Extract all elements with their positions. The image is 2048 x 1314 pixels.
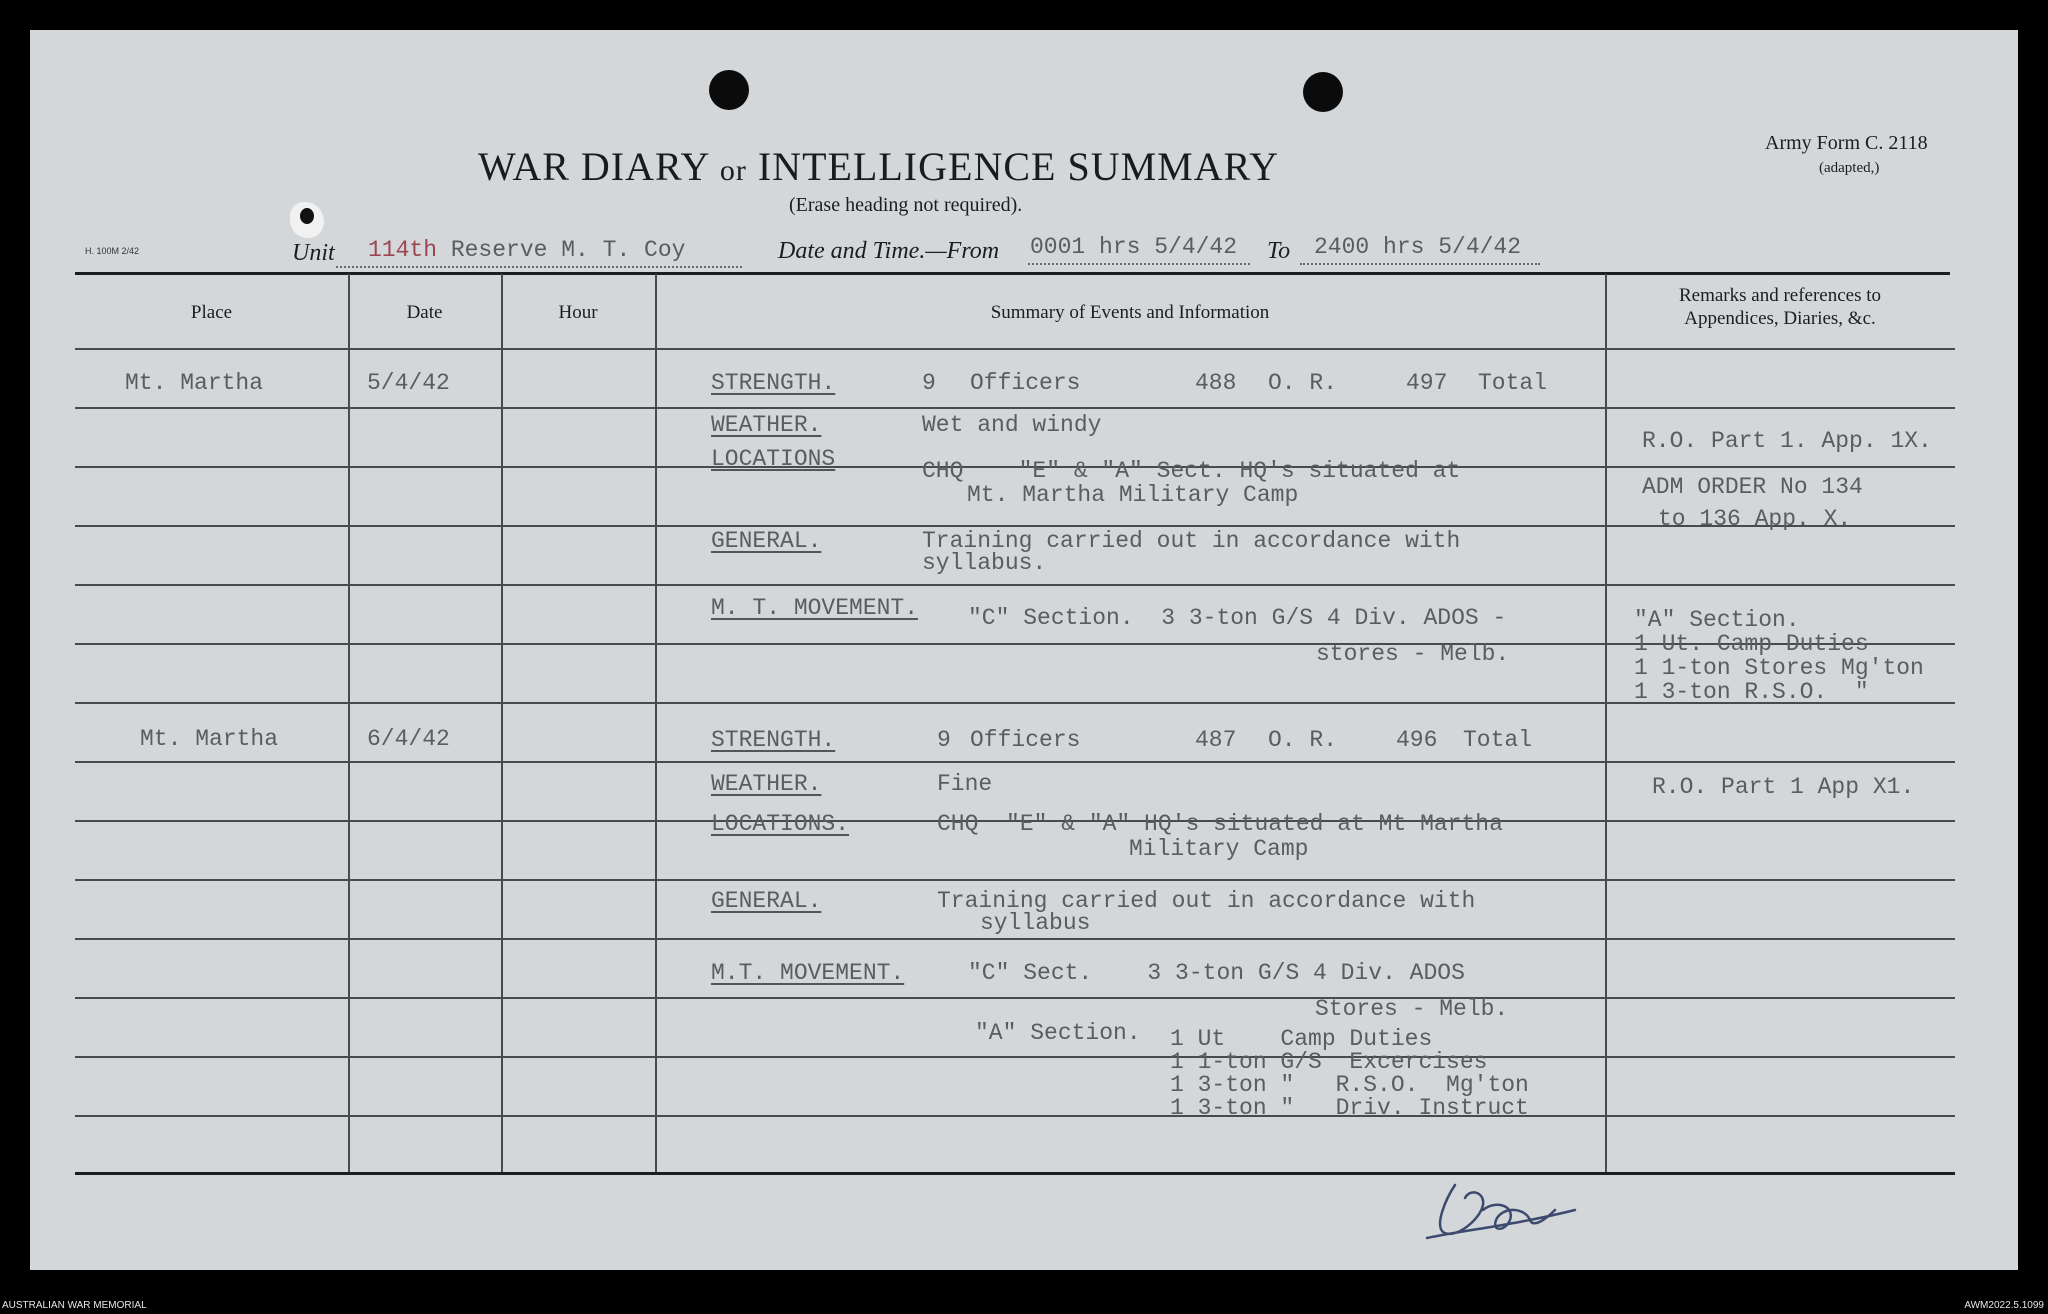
entry-date: 6/4/42 — [367, 726, 450, 752]
general-line-1: Training carried out in accordance with — [937, 888, 1476, 914]
remark-line: 1 3-ton R.S.O. " — [1634, 679, 1869, 705]
movement-line-2: Stores - Melb. — [1315, 996, 1509, 1022]
col-divider-1 — [348, 274, 350, 1172]
movement-a-line: 1 1-ton G/S Excercises — [1170, 1049, 1488, 1075]
unit-value: 114th Reserve M. T. Coy — [368, 237, 686, 263]
date-to-dotted-line — [1300, 263, 1540, 265]
footer-credit: AUSTRALIAN WAR MEMORIAL — [2, 1300, 147, 1311]
weather-value: Fine — [937, 771, 993, 797]
movement-a-line: 1 3-ton " R.S.O. Mg'ton — [1170, 1072, 1529, 1098]
date-from-dotted-line — [1028, 263, 1250, 265]
strength-total-label: Total — [1463, 727, 1533, 753]
strength-officers: 9 — [937, 727, 951, 753]
weather-value: Wet and windy — [922, 412, 1102, 438]
locations-line-1: CHQ "E" & "A" Sect. HQ's situated at — [922, 458, 1461, 484]
weather-label: WEATHER. — [711, 771, 822, 797]
col-header-date: Date — [406, 302, 443, 323]
strength-or: 488 — [1195, 370, 1237, 396]
table-bottom-rule — [75, 1172, 1955, 1175]
general-label: GENERAL. — [711, 528, 822, 554]
movement-label: M. T. MOVEMENT. — [711, 595, 919, 621]
diary-page — [30, 30, 2018, 1270]
strength-officers: 9 — [922, 370, 936, 396]
remark-line: 1 Ut. Camp Duties — [1634, 631, 1869, 657]
row-rule — [75, 938, 1955, 940]
remark-line: R.O. Part 1 App X1. — [1652, 774, 1915, 800]
footer-catalogue-number: AWM2022.5.1099 — [1964, 1300, 2044, 1311]
remark-line: ADM ORDER No 134 — [1642, 474, 1863, 500]
unit-label: Unit — [292, 240, 335, 266]
strength-total-label: Total — [1478, 370, 1548, 396]
movement-a-line: 1 Ut Camp Duties — [1170, 1026, 1433, 1052]
movement-label: M.T. MOVEMENT. — [711, 960, 905, 986]
army-form-adapted: (adapted,) — [1819, 160, 1880, 176]
print-code: H. 100M 2/42 — [85, 246, 140, 256]
col-header-place: Place — [190, 302, 233, 323]
punch-hole-right — [1303, 72, 1343, 112]
punch-hole-left — [709, 70, 749, 110]
col-divider-3 — [655, 274, 657, 1172]
army-form-number: Army Form C. 2118 — [1765, 132, 1928, 154]
entry-place: Mt. Martha — [140, 726, 279, 752]
col-header-summary: Summary of Events and Information — [990, 302, 1270, 323]
strength-label: STRENGTH. — [711, 727, 836, 753]
unit-dotted-line — [336, 266, 742, 268]
locations-line-2: Mt. Martha Military Camp — [967, 482, 1299, 508]
locations-line-2: Military Camp — [1129, 836, 1309, 862]
locations-label: LOCATIONS — [711, 446, 836, 472]
row-rule — [75, 584, 1955, 586]
col-header-hour: Hour — [558, 302, 598, 323]
remark-line: R.O. Part 1. App. 1X. — [1642, 428, 1932, 454]
entry-date: 5/4/42 — [367, 370, 450, 396]
paper-tear — [290, 202, 324, 238]
strength-or: 487 — [1195, 727, 1237, 753]
signature-initials — [1425, 1170, 1585, 1250]
row-rule — [75, 997, 1955, 999]
general-line-1: Training carried out in accordance with — [922, 528, 1461, 554]
entry-place: Mt. Martha — [125, 370, 264, 396]
general-line-2: syllabus — [980, 910, 1091, 936]
remark-line: to 136 App. X. — [1658, 506, 1852, 532]
movement-line-1: "C" Section. 3 3-ton G/S 4 Div. ADOS - — [968, 605, 1507, 631]
strength-officers-label: Officers — [970, 727, 1081, 753]
date-time-label: Date and Time.—From — [778, 238, 1000, 264]
row-rule — [75, 1056, 1955, 1058]
date-to-label: To — [1267, 238, 1291, 264]
form-subtitle: (Erase heading not required). — [789, 194, 1023, 216]
general-line-2: syllabus. — [922, 550, 1047, 576]
movement-line-2: stores - Melb. — [1316, 641, 1510, 667]
form-title: WAR DIARY or INTELLIGENCE SUMMARY — [478, 144, 1279, 189]
movement-a-section-label: "A" Section. — [975, 1020, 1141, 1046]
col-divider-4 — [1605, 274, 1607, 1172]
strength-or-label: O. R. — [1268, 727, 1338, 753]
strength-total: 497 — [1406, 370, 1448, 396]
remark-line: "A" Section. — [1634, 607, 1800, 633]
date-to-value: 2400 hrs 5/4/42 — [1314, 234, 1522, 260]
table-top-rule — [75, 272, 1950, 275]
date-from-value: 0001 hrs 5/4/42 — [1030, 234, 1238, 260]
strength-or-label: O. R. — [1268, 370, 1338, 396]
row-rule — [75, 1115, 1955, 1117]
header-bottom-rule — [75, 348, 1955, 350]
locations-line-1: CHQ "E" & "A" HQ's situated at Mt Martha — [937, 811, 1503, 837]
col-header-remarks: Remarks and references to Appendices, Diaries, &c. — [1678, 285, 1882, 329]
row-rule — [75, 879, 1955, 881]
movement-line-1: "C" Sect. 3 3-ton G/S 4 Div. ADOS — [968, 960, 1465, 986]
col-divider-2 — [501, 274, 503, 1172]
strength-label: STRENGTH. — [711, 370, 836, 396]
row-rule — [75, 407, 1955, 409]
weather-label: WEATHER. — [711, 412, 822, 438]
strength-officers-label: Officers — [970, 370, 1081, 396]
remark-line: 1 1-ton Stores Mg'ton — [1634, 655, 1924, 681]
locations-label: LOCATIONS. — [711, 811, 850, 837]
general-label: GENERAL. — [711, 888, 822, 914]
movement-a-line: 1 3-ton " Driv. Instruct — [1170, 1095, 1529, 1121]
row-rule — [75, 761, 1955, 763]
strength-total: 496 — [1396, 727, 1438, 753]
